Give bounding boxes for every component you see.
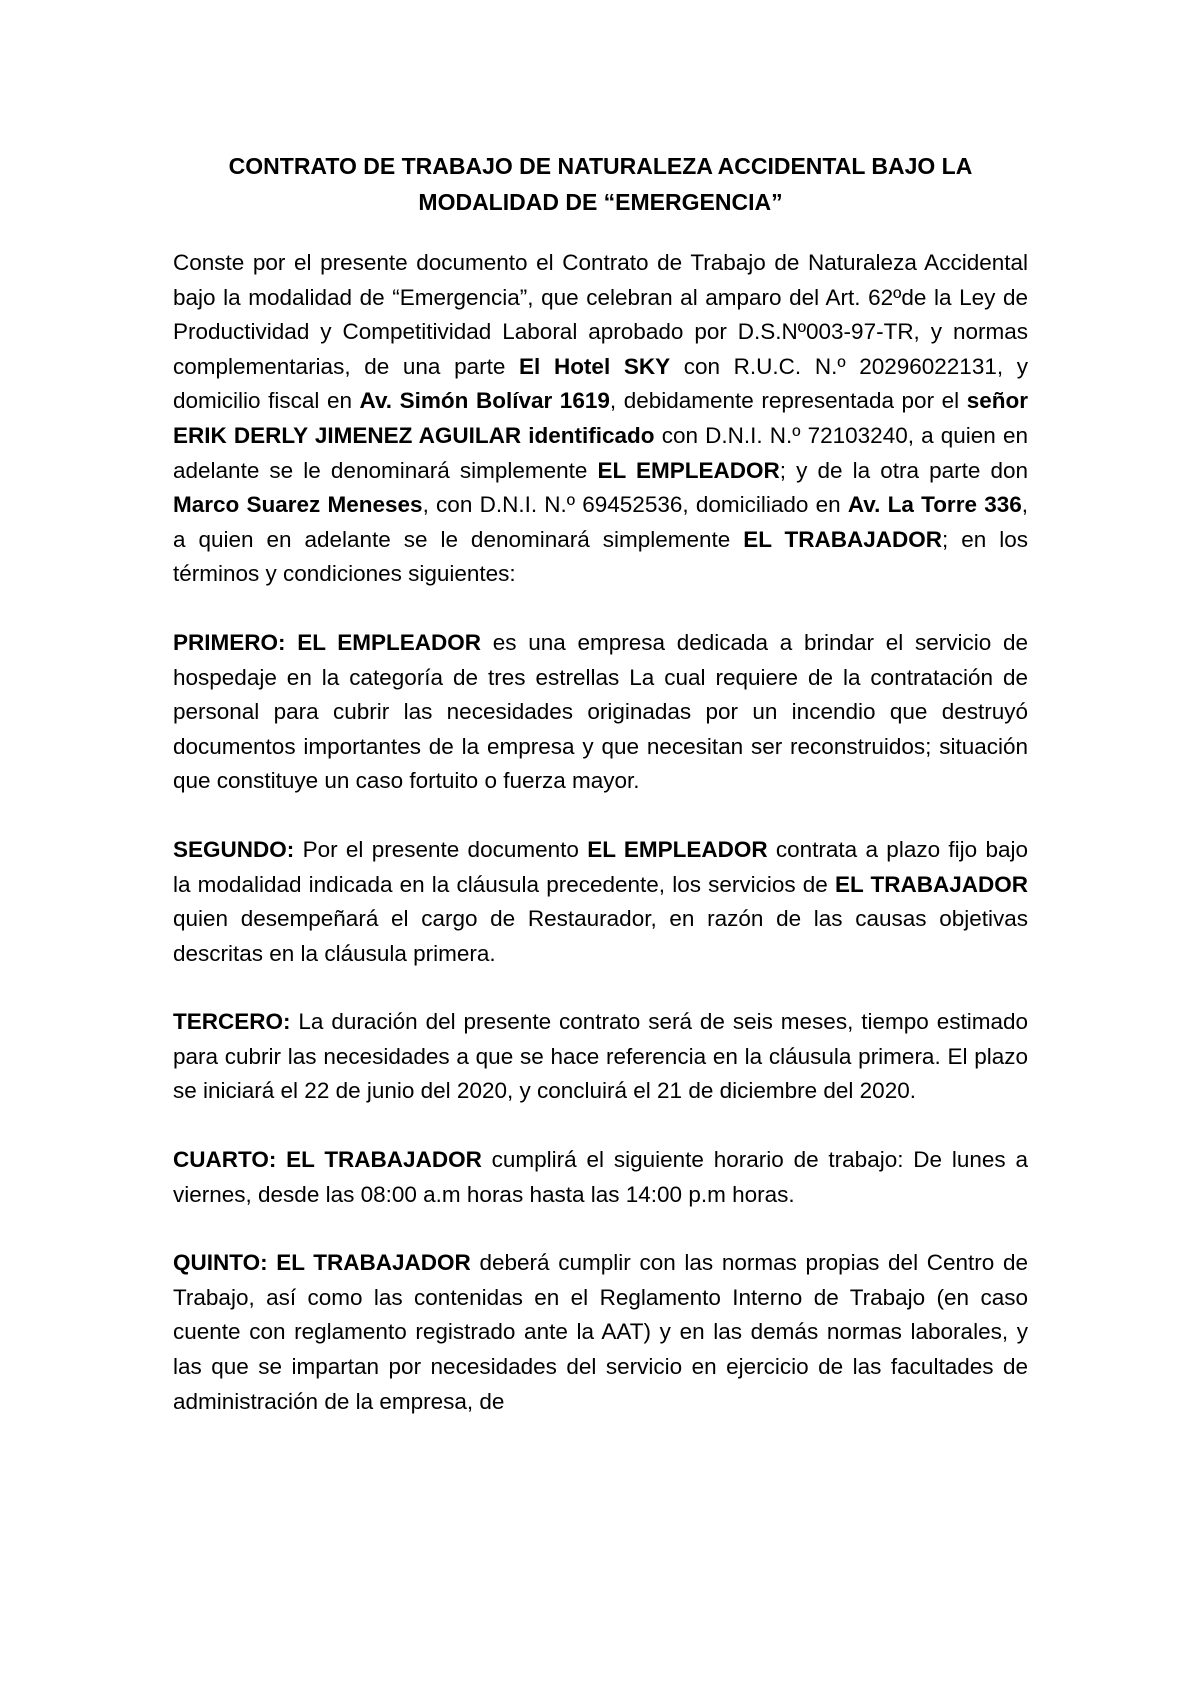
clause-text: es una empresa dedicada a brindar el servicio de hospedaje en la categoría de tres estrellas La cual requiere de la contratación de personal para cubrir las necesidades originadas por un incendio que destruyó documentos importantes de la empresa y que necesitan ser reconstruidos; situación que constituye un caso fortuito o fuerza mayor. [173,629,1028,794]
representative-name: señor ERIK DERLY JIMENEZ AGUILAR identificado [173,388,1029,448]
clause-primero [173,626,1028,799]
employer-address: Av. Simón Bolívar 1619 [359,388,610,414]
intro-text: Conste por el presente documento el Contrato de Trabajo de Naturaleza Accidental bajo la modalidad de “Emergencia”, que celebran al amparo del Art. 62ºde la Ley de Productividad y Competitividad Laboral aprobado por D.S.Nº003-97-TR, y normas complementarias, de una parte [173,250,1028,379]
intro-paragraph [173,246,1028,592]
intro-text: ; en los términos y condiciones siguientes: [173,526,1028,587]
worker-term: EL TRABAJADOR [743,526,943,552]
clause-text: deberá cumplir con las normas propias del Centro de Trabajo, así como las contenidas en el Reglamento Interno de Trabajo (en caso cuente con reglamento registrado ante la AAT) y en las demás normas laborales, y las que se impartan por necesidades del servicio en ejercicio de las facultades de administración de la empresa, de [173,1250,1029,1414]
worker-term: EL TRABAJADOR [834,871,1028,897]
title-line-1: CONTRATO DE TRABAJO DE NATURALEZA ACCIDENTAL BAJO LA [228,153,973,179]
intro-text: con D.N.I. N.º 72103240, a quien en adelante se le denominará simplemente [173,422,1028,483]
clause-text: cumplirá el siguiente horario de trabajo: De lunes a viernes, desde las 08:00 a.m horas hasta las 14:00 p.m horas. [173,1147,1028,1207]
worker-name: Marco Suarez Meneses [173,492,423,518]
clause-text: contrata a plazo fijo bajo la modalidad indicada en la cláusula precedente, los servicios de [173,836,1028,897]
employer-name: El Hotel SKY [519,353,671,379]
intro-text: , con D.N.I. N.º 69452536, domiciliado en [422,492,848,518]
intro-text: con R.U.C. N.º 20296022131, y domicilio fiscal en [173,353,1028,414]
clause-cuarto [173,1143,1028,1212]
contract-title [173,148,1028,220]
clause-heading: QUINTO: EL TRABAJADOR [173,1250,471,1276]
clause-heading: TERCERO: [173,1009,291,1035]
title-line-2: MODALIDAD DE “EMERGENCIA” [418,189,783,215]
intro-text: ; y de la otra parte don [779,457,1028,483]
document-page [173,148,1028,1453]
intro-text: , a quien en adelante se le denominará simplemente [173,492,1028,552]
employer-term: EL EMPLEADOR [597,457,780,483]
clause-text: Por el presente documento [294,836,588,862]
clause-heading: SEGUNDO: [173,836,295,862]
clause-heading: PRIMERO: EL EMPLEADOR [173,629,482,655]
clause-text: La duración del presente contrato será de seis meses, tiempo estimado para cubrir las necesidades a que se hace referencia en la cláusula primera. El plazo se iniciará el 22 de junio del 2020, y concluirá el 21 de diciembre del 2020. [173,1009,1028,1104]
clause-heading: CUARTO: EL TRABAJADOR [173,1147,482,1173]
employer-term: EL EMPLEADOR [587,836,768,862]
worker-address: Av. La Torre 336 [847,492,1022,518]
clause-segundo [173,833,1028,971]
clause-tercero [173,1005,1028,1109]
clause-quinto [173,1246,1028,1419]
clause-text: quien desempeñará el cargo de Restaurador, en razón de las causas objetivas descritas en la cláusula primera. [173,906,1028,966]
intro-text: , debidamente representada por el [609,388,967,414]
